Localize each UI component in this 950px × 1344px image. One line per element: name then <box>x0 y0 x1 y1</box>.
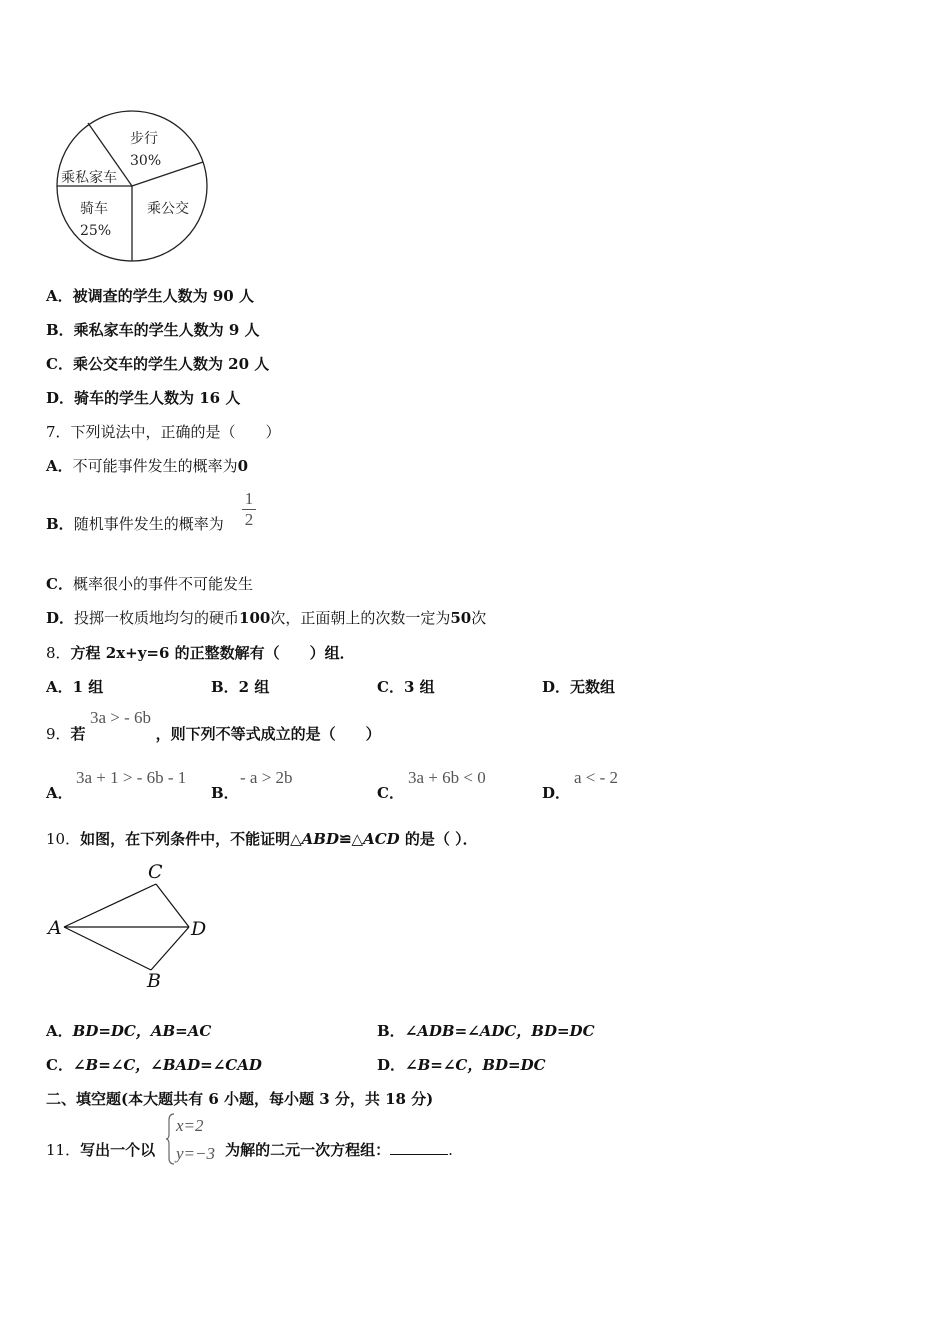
vertex-label-d: D <box>191 918 207 940</box>
q9-option-c-expr: 3a + 6b < 0 <box>408 768 486 787</box>
q7-option-b <box>46 514 224 534</box>
pie-label-bike: 骑车 <box>80 201 108 217</box>
q11-post: 为解的二元一次方程组： <box>225 1141 391 1159</box>
q7-a-num: 0 <box>237 457 249 475</box>
q11-end: . <box>448 1141 453 1159</box>
q10-c-label: C． <box>46 1056 73 1074</box>
q10-option-b <box>377 1021 595 1041</box>
q10-b-label: B． <box>377 1022 405 1040</box>
q10-option-d <box>377 1055 546 1075</box>
q11-stem <box>46 1140 453 1160</box>
q10-d-label: D． <box>377 1056 406 1074</box>
q11-eq1: x=2 <box>176 1116 204 1135</box>
pie-pct-bike: 25% <box>80 223 112 239</box>
q7-d-label: D． <box>46 609 75 627</box>
pie-label-bus: 乘公交 <box>147 201 189 217</box>
q8-num: 8． <box>46 644 71 662</box>
pie-label-car: 乘私家车 <box>61 170 117 186</box>
q10-option-c <box>46 1055 262 1075</box>
q9-pre: 若 <box>70 725 86 743</box>
q6-option-b: B．乘私家车的学生人数为 9 人 <box>46 321 260 339</box>
q8-option-a: A．1 组 <box>46 678 104 696</box>
q10-acd: ACD <box>363 830 400 848</box>
q7-option-c <box>46 574 253 594</box>
triangle-figure <box>44 858 214 993</box>
q10-option-a <box>46 1021 211 1041</box>
q7-b-fraction <box>242 490 256 529</box>
segment-ac <box>64 884 156 927</box>
q9-option-d-label: D． <box>542 784 571 802</box>
q11-brace <box>166 1112 176 1166</box>
q9-option-b-label: B． <box>211 784 239 802</box>
q10-b-text: ∠ADB=∠ADC，BD=DC <box>404 1022 595 1040</box>
q7-d-num1: 100 <box>239 609 271 627</box>
q7-d-num2: 50 <box>450 609 472 627</box>
q9-post: ，则下列不等式成立的是（ ） <box>155 725 381 743</box>
q6-option-c: C．乘公交车的学生人数为 20 人 <box>46 355 270 373</box>
q11-eq2: y=−3 <box>176 1144 215 1163</box>
q7-c-label: C． <box>46 575 73 593</box>
pie-label-walk: 步行 <box>130 131 158 147</box>
q10-post: 的是（ ）． <box>399 830 478 848</box>
q9-option-b-expr: - a > 2b <box>240 768 293 787</box>
q11-num: 11． <box>46 1141 81 1159</box>
q7-d-text2: 次，正面朝上的次数一定为 <box>270 609 451 627</box>
q7-a-text: 不可能事件发生的概率为 <box>72 457 238 475</box>
vertex-label-b: B <box>147 970 161 992</box>
q8-option-b: B．2 组 <box>211 678 270 696</box>
q7-stem: 7．下列说法中，正确的是（ ） <box>46 423 281 441</box>
pie-pct-walk: 30% <box>130 153 162 169</box>
q10-num: 10． <box>46 830 81 848</box>
section-title: 二、填空题(本大题共有 6 小题，每小题 3 分，共 18 分) <box>46 1090 434 1108</box>
q7-b-frac-den: 2 <box>244 510 254 529</box>
segment-cd <box>156 884 189 927</box>
q9-option-c-label: C． <box>377 784 404 802</box>
q7-d-text3: 次 <box>471 609 487 627</box>
q7-b-label: B． <box>46 515 74 533</box>
q9-option-a-expr: 3a + 1 > - 6b - 1 <box>76 768 187 787</box>
q10-abd: ABD <box>301 830 339 848</box>
q7-d-text1: 投掷一枚质地均匀的硬币 <box>74 609 240 627</box>
q10-stem <box>46 829 478 849</box>
q8-text: 方程 2x+y=6 的正整数解有（ ）组． <box>70 644 355 662</box>
q8-stem <box>46 643 355 663</box>
q7-a-label: A． <box>46 457 73 475</box>
segment-bd <box>151 927 189 970</box>
q10-c-text: ∠B=∠C，∠BAD=∠CAD <box>72 1056 262 1074</box>
segment-ab <box>64 927 151 970</box>
q6-option-a: A．被调查的学生人数为 90 人 <box>46 287 254 305</box>
q8-option-d: D．无数组 <box>542 678 616 696</box>
q10-pre: 如图，在下列条件中，不能证明△ <box>80 830 302 848</box>
pie-chart <box>52 105 212 267</box>
q7-option-a <box>46 456 248 476</box>
q7-b-frac-num: 1 <box>244 489 254 508</box>
vertex-label-c: C <box>148 861 163 883</box>
q9-option-d-expr: a < - 2 <box>574 768 619 787</box>
q10-cong: ≌△ <box>338 830 364 848</box>
q9-option-a-label: A． <box>46 784 73 802</box>
q9-num: 9． <box>46 725 71 743</box>
q6-option-d: D．骑车的学生人数为 16 人 <box>46 389 241 407</box>
q11-answer-blank[interactable] <box>390 1140 448 1155</box>
q10-a-text: BD=DC，AB=AC <box>72 1022 212 1040</box>
q7-option-d <box>46 608 486 628</box>
q10-a-label: A． <box>46 1022 73 1040</box>
q7-c-text: 概率很小的事件不可能发生 <box>72 575 253 593</box>
q10-d-text: ∠B=∠C，BD=DC <box>405 1056 546 1074</box>
q9-condition: 3a > - 6b <box>90 708 152 727</box>
vertex-label-a: A <box>48 917 62 939</box>
q8-option-c: C．3 组 <box>377 678 435 696</box>
q11-pre: 写出一个以 <box>80 1141 156 1159</box>
q7-b-text: 随机事件发生的概率为 <box>73 515 224 533</box>
